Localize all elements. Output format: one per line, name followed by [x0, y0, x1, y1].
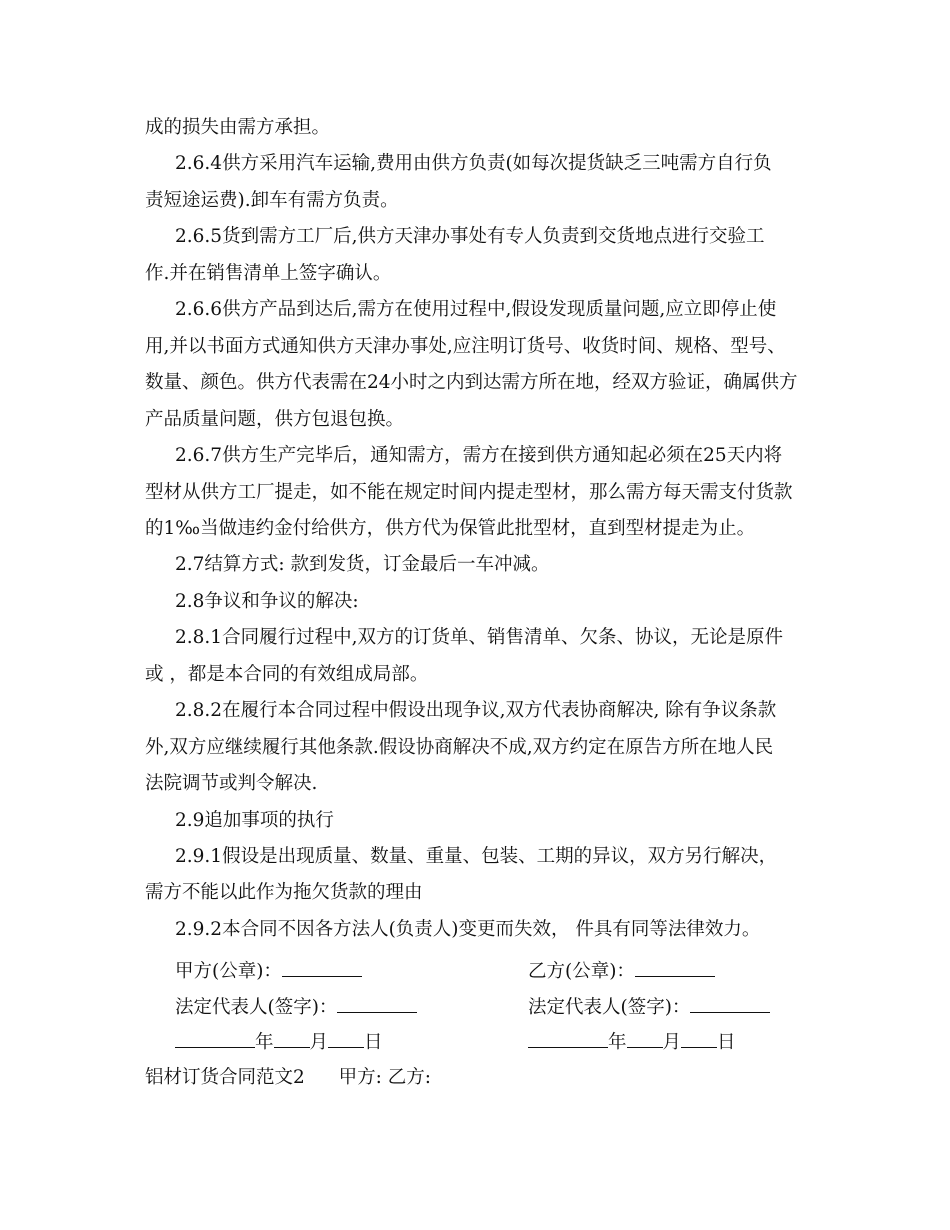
text-line: 2.9.2本合同不因各方法人(负责人)变更而失效， 件具有同等法律效力。 [175, 918, 761, 940]
text-line: 2.6.7供方生产完毕后，通知需方，需方在接到供方通知起必须在25天内将 [175, 445, 783, 467]
party-a-label: 甲方: [338, 1067, 382, 1088]
blank-line [627, 1029, 663, 1048]
text-line: 需方不能以此作为拖欠货款的理由 [145, 882, 423, 904]
label: 甲方(公章)： [175, 961, 282, 982]
party-b-seal [528, 958, 715, 984]
text-line: 2.9.1假设是出现质量、数量、重量、包装、工期的异议，双方另行解决， [175, 846, 778, 867]
text-line: 的1‰当做违约金付给供方，供方代为保管此批型材，直到型材提走为止。 [145, 517, 756, 539]
text-line: 外,双方应继续履行其他条款.假设协商解决不成,双方约定在原告方所在地人民 [145, 736, 774, 758]
party-a-seal [175, 958, 362, 984]
text-line: 成的损失由需方承担。 [145, 117, 331, 138]
text-line: 2.7结算方式: 款到发货，订金最后一车冲减。 [175, 554, 550, 576]
rep-a-signature [175, 994, 417, 1020]
year-label: 年 [608, 1032, 627, 1053]
text-line: 数量、颜色。供方代表需在24小时之内到达需方所在地，经双方验证，确属供方 [145, 372, 798, 394]
text-line: 2.9追加事项的执行 [175, 809, 334, 831]
blank-line [328, 1029, 364, 1048]
blank-line [282, 958, 362, 977]
text-line: 2.8.2在履行本合同过程中假设出现争议,双方代表协商解决, 除有争议条款 [175, 700, 777, 722]
text-line: 2.6.6供方产品到达后,需方在使用过程中,假设发现质量问题,应立即停止使 [175, 299, 777, 321]
blank-line [690, 994, 770, 1013]
text-line: 用,并以书面方式通知供方天津办事处,应注明订货号、收货时间、规格、型号、 [145, 335, 786, 357]
day-label: 日 [364, 1032, 383, 1053]
blank-line [635, 958, 715, 977]
blank-line [274, 1029, 310, 1048]
label: 法定代表人(签字)： [175, 997, 338, 1018]
text-line: 2.8.1合同履行过程中,双方的订货单、销售清单、欠条、协议，无论是原件 [175, 627, 783, 649]
text-line: 责短途运费).卸车有需方负责。 [145, 189, 399, 211]
date-a [175, 1029, 383, 1055]
month-label: 月 [309, 1032, 329, 1053]
text-line: 或 ，都是本合同的有效组成局部。 [145, 663, 429, 685]
blank-line [681, 1029, 717, 1048]
label: 法定代表人(签字)： [528, 997, 691, 1018]
blank-line [337, 994, 417, 1013]
contract-title: 铝材订货合同范文2 [145, 1067, 305, 1088]
next-contract-heading [145, 1066, 431, 1090]
date-b [528, 1029, 736, 1055]
text-line: 2.6.4供方采用汽车运输,费用由供方负责(如每次提货缺乏三吨需方自行负 [175, 153, 772, 175]
text-line: 产品质量问题，供方包退包换。 [145, 408, 405, 430]
party-b-label: 乙方: [387, 1067, 431, 1088]
blank-line [528, 1029, 608, 1048]
rep-b-signature [528, 994, 770, 1020]
month-label: 月 [662, 1032, 682, 1053]
text-line: 法院调节或判令解决. [145, 773, 318, 795]
label: 乙方(公章)： [528, 961, 635, 982]
year-label: 年 [255, 1032, 274, 1053]
text-line: 2.8争议和争议的解决: [175, 590, 359, 612]
text-line: 作.并在销售清单上签字确认。 [145, 262, 392, 284]
text-line: 型材从供方工厂提走，如不能在规定时间内提走型材，那么需方每天需支付货款 [145, 481, 793, 503]
blank-line [175, 1029, 255, 1048]
day-label: 日 [717, 1032, 736, 1053]
text-line: 2.6.5货到需方工厂后,供方天津办事处有专人负责到交货地点进行交验工 [175, 226, 765, 248]
